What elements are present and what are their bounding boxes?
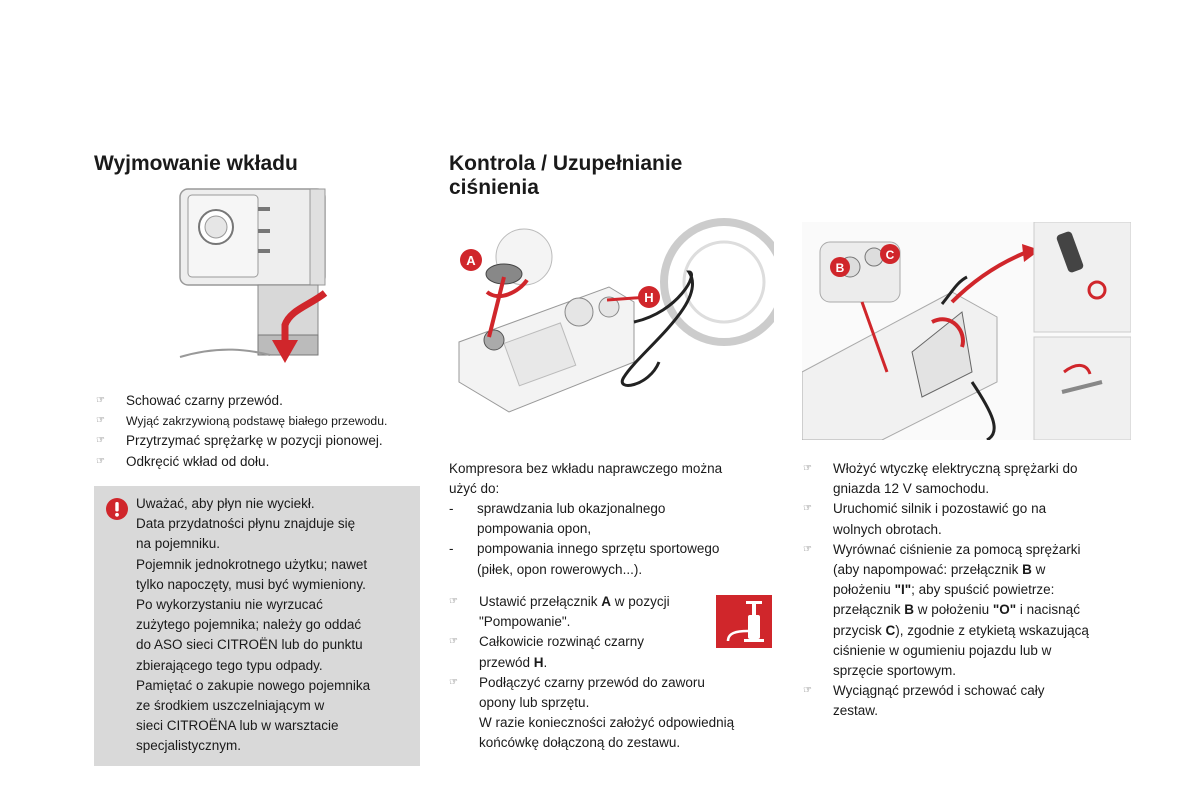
list-item: ☞ Uruchomić silnik i pozostawić go na wolnych obrotach. [803, 501, 1047, 537]
callout-h-label: H [644, 290, 654, 305]
cartridge-illustration [160, 185, 340, 370]
pointing-hand-icon: ☞ [96, 435, 105, 447]
cartridge-steps-list [96, 391, 426, 472]
list-item: ☞ Wyrównać ciśnienie za pomocą sprężarki (aby napompować: przełącznik B w położeniu "I"; aby spuścić powietrze: przełącznik B w położeniu "O" i nacisnąć przycisk C), zgodnie z etykietą wskazującą ciśnienie w ogumieniu pojazdu lub w sprzęcie sportowym. [803, 541, 1089, 679]
pointing-hand-icon: ☞ [449, 636, 458, 648]
socket-illustration [802, 222, 1131, 440]
pointing-hand-icon: ☞ [96, 415, 105, 427]
step-text: Wyjąć zakrzywioną podstawę białego przewodu. [126, 414, 388, 429]
pointing-hand-icon: ☞ [96, 455, 105, 467]
warning-line: na pojemniku. [136, 536, 221, 552]
list-item [96, 452, 426, 472]
title-line: ciśnienia [449, 176, 539, 199]
list-item: ☞ Wyciągnąć przewód i schować cały zestaw. [803, 683, 1045, 719]
section-title-pressure [449, 152, 682, 200]
callout-a-label: A [466, 253, 476, 268]
warning-line: tylko napoczęty, musi być wymieniony. [136, 576, 366, 592]
title-line: Kontrola / Uzupełnianie [449, 152, 683, 175]
pointing-hand-icon: ☞ [803, 463, 812, 474]
callout-c-label: C [885, 248, 895, 262]
pointing-hand-icon: ☞ [96, 395, 105, 406]
warning-line: Pamiętać o zakupie nowego pojemnika [136, 677, 371, 693]
section-title-cartridge: Wyjmowanie wkładu [94, 152, 298, 175]
warning-box [94, 486, 420, 766]
list-item [96, 431, 426, 451]
list-item: - pompowania innego sprzętu sportowego (piłek, opon rowerowych...). [449, 541, 720, 577]
pointing-hand-icon: ☞ [449, 596, 458, 607]
warning-line: do ASO sieci CITROËN lub do punktu [136, 637, 363, 653]
warning-line: Uważać, aby płyn nie wyciekł. [136, 496, 315, 511]
warning-text [136, 494, 408, 757]
pointing-hand-icon: ☞ [803, 685, 812, 697]
exclamation-icon [106, 498, 128, 520]
callout-b-label: B [835, 261, 845, 275]
list-item [96, 411, 426, 431]
pointing-hand-icon: ☞ [803, 503, 812, 515]
list-item: ☞ Całkowicie rozwinąć czarny przewód H. [449, 634, 645, 670]
uses-list [449, 499, 789, 580]
list-item: ☞ Podłączyć czarny przewód do zaworu opony lub sprzętu. W razie konieczności założyć odpowiednią końcówkę dołączoną do zestawu. [449, 674, 735, 751]
step-text: Schować czarny przewód. [126, 393, 283, 408]
intro-line: użyć do: [449, 481, 500, 497]
warning-line: zbierającego tego typu odpady. [136, 657, 323, 673]
intro-text [449, 459, 779, 499]
list-item: ☞ Włożyć wtyczkę elektryczną sprężarki do gniazda 12 V samochodu. [803, 461, 1078, 497]
warning-line: Data przydatności płynu znajduje się [136, 516, 356, 532]
pointing-hand-icon: ☞ [449, 676, 458, 688]
list-item [96, 391, 426, 411]
warning-line: sieci CITROËNA lub w warsztacie [136, 718, 339, 734]
warning-line: ze środkiem uszczelniającym w [136, 698, 325, 714]
list-item: - sprawdzania lub okazjonalnego pompowania opon, [449, 501, 666, 537]
warning-line: Pojemnik jednokrotnego użytku; nawet [136, 556, 368, 572]
compressor-illustration [449, 212, 774, 440]
inflate-steps-list [803, 459, 1143, 722]
pointing-hand-icon: ☞ [803, 543, 812, 555]
step-text: Przytrzymać sprężarkę w pozycji pionowej. [126, 433, 383, 449]
warning-line: specjalistycznym. [136, 738, 242, 754]
list-item: ☞ Ustawić przełącznik A w pozycji "Pompowanie". [449, 594, 670, 630]
intro-line: Kompresora bez wkładu naprawczego można [449, 461, 723, 476]
warning-line: Po wykorzystaniu nie wyrzucać [136, 597, 323, 613]
step-text: Odkręcić wkład od dołu. [126, 453, 270, 469]
warning-line: zużytego pojemnika; należy go oddać [136, 617, 362, 633]
pump-icon [716, 595, 772, 648]
